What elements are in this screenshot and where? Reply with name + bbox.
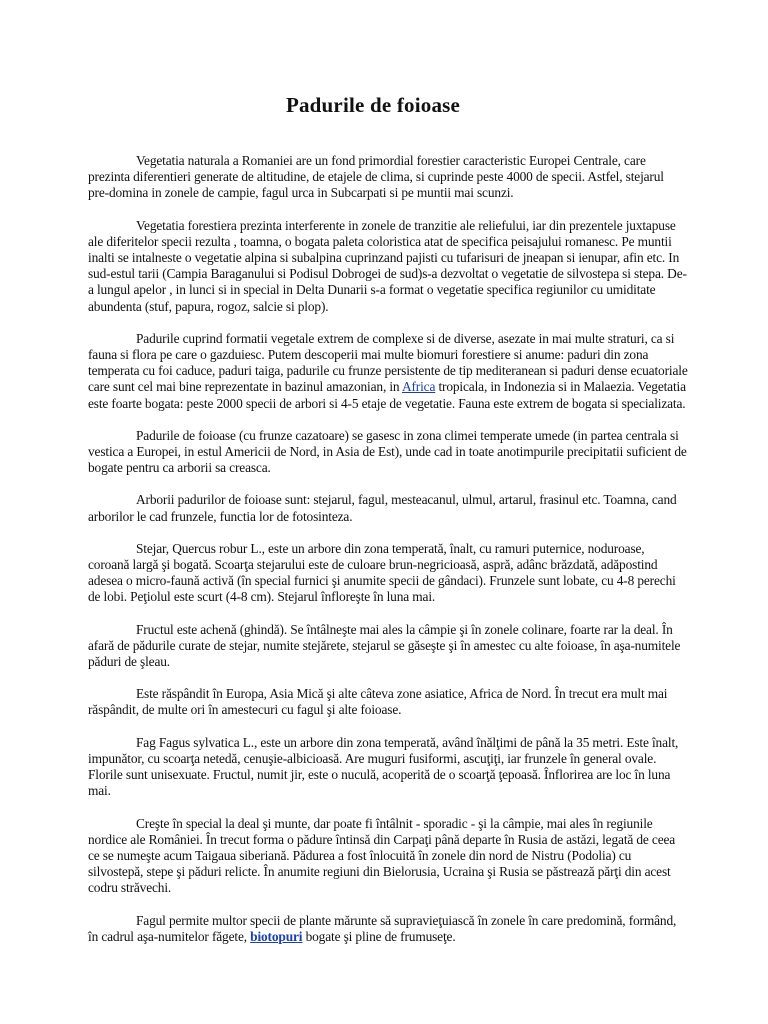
paragraph-arborii: Arborii padurilor de foioase sunt: stejarul, fagul, mesteacanul, ulmul, artarul, frasinul etc. Toamna, cand arborilor le cad frunzele, functia lor de fotosinteza. (88, 492, 677, 524)
document-page (88, 0, 688, 1024)
paragraph-creste: Creşte în special la deal şi munte, dar poate fi întâlnit - sporadic - şi la câmpie, mai ales în regiunile nordice ale României. În trecut forma o pădure întinsă din Carpaţi până departe în Rusia de astăzi, legată de ceea ce se numeşte acum Taigaua siberiană. Pădurea a fost înlocuită în zonele din nord de Nistru (Podolia) cu silvostepă, stepe şi păduri relicte. În anumite regiuni din Bielorusia, Ucraina şi Rusia se păstrează părţi din acest codru străvechi. (88, 815, 676, 896)
document-title: Padurile de foioase (285, 93, 461, 117)
paragraph-fagul-permite (88, 913, 688, 945)
paragraph-fag: Fag Fagus sylvatica L., este un arbore din zona temperată, având înălţimi de până la 35 metri. Este înalt, impunător, cu scoarţa netedă, cenuşie-albicioasă. Are muguri fusiformi, ascuţiţi, iar frunzele în general ovale. Florile sunt unisexuate. Fructul, numit jir, este o nuculă, acoperită de o scoarţă ţepoasă. Înflorirea are loc în luna mai. (88, 734, 679, 799)
biotopuri-link[interactable]: biotopuri (250, 928, 303, 944)
paragraph-vegetatia-forestiera: Vegetatia forestiera prezinta interferente in zonele de tranzitie ale reliefului, iar din prezentele juxtapuse ale diferitelor specii rezulta , toamna, o bogata paleta coloristica atat de specifica peisajului romanesc. Pe muntii inalti se intalneste o vegetatie alpina si subalpina cuprinzand pajisti cu tufarisuri de jneapan si ienupar, afin etc. In sud-estul tarii (Campia Baraganului si Podisul Dobrogei de sud)s-a dezvoltat o vegetatie de silvostepa si stepa. De-a lungul apelor , in lunci si in special in Delta Dunarii s-a format o vegetatie specifica regiunilor cu umiditate abundenta (stuf, papura, rogoz, salcie si plop). (88, 217, 687, 314)
document-body (88, 153, 688, 961)
paragraph-padurile-de-foioase: Padurile de foioase (cu frunze cazatoare) se gasesc in zona climei temperate umede (in partea centrala si vestica a Europei, in estul Americii de Nord, in Asia de Est), unde cad in toate anotimpurile precipitatii suficient de bogate pentru ca arborii sa creasca. (88, 427, 687, 476)
paragraph-padurile-cuprind (88, 331, 688, 412)
paragraph-text-segment: Fagul permite multor specii de plante mărunte să supravieţuiască în zonele în care predomină, formând, în cadrul aşa-numitelor făgete, (88, 912, 677, 944)
paragraph-vegetatia-naturala: Vegetatia naturala a Romaniei are un fond primordial forestier caracteristic Europei Centrale, care prezinta diferentieri generate de altitudine, de etajele de clima, si cuprinde peste 4000 de specii. Astfel, stejarul pre-domina in zonele de campie, fagul urca in Subcarpati si pe muntii mai scunzi. (88, 153, 664, 201)
paragraph-text-segment: bogate şi pline de frumuseţe. (302, 928, 456, 944)
paragraph-text-segment: Padurile cuprind formatii vegetale extrem de complexe si de diverse, asezate in mai multe straturi, ca si fauna si flora pe care o gazduiesc. Putem descoperii mai multe biomuri forestiere si anume: paduri din zona temperata cu foi caduce, paduri taiga, padurile cu frunze persistente de tip mediteranean si paduri dense ecuatoriale care sunt cel mai bine reprezentate in bazinul amazonian, in (88, 330, 688, 395)
africa-link[interactable]: Africa (401, 379, 436, 395)
paragraph-stejar: Stejar, Quercus robur L., este un arbore din zona temperată, înalt, cu ramuri puternice, noduroase, coroană largă şi bogată. Scoarţa stejarului este de culoare brun-negricioasă, aspră, adânc brăzdată, adăpostind adesea o micro-faună activă (în special furnici şi anumite specii de gândaci). Frunzele sunt lobate, cu 4-8 perechi de lobi. Peţiolul este scurt (4-8 cm). Stejarul înfloreşte în luna mai. (88, 540, 676, 605)
paragraph-raspandit: Este răspândit în Europa, Asia Mică şi alte câteva zone asiatice, Africa de Nord. În trecut era mult mai răspândit, de multe ori în amestecuri cu fagul şi alte foioase. (88, 686, 668, 718)
paragraph-text-segment: tropicala, in Indonezia si in Malaezia. Vegetatia este foarte bogata: peste 2000 specii de arbori si 4-5 etaje de vegetatie. Fauna este extrem de bogata si specializata. (88, 379, 686, 411)
paragraph-fructul: Fructul este achenă (ghindă). Se întâlneşte mai ales la câmpie şi în zonele colinare, foarte rar la deal. În afară de pădurile curate de stejar, numite stejărete, stejarul se găseşte şi în amestec cu alte foioase, în aşa-numitele păduri de şleau. (88, 621, 681, 670)
